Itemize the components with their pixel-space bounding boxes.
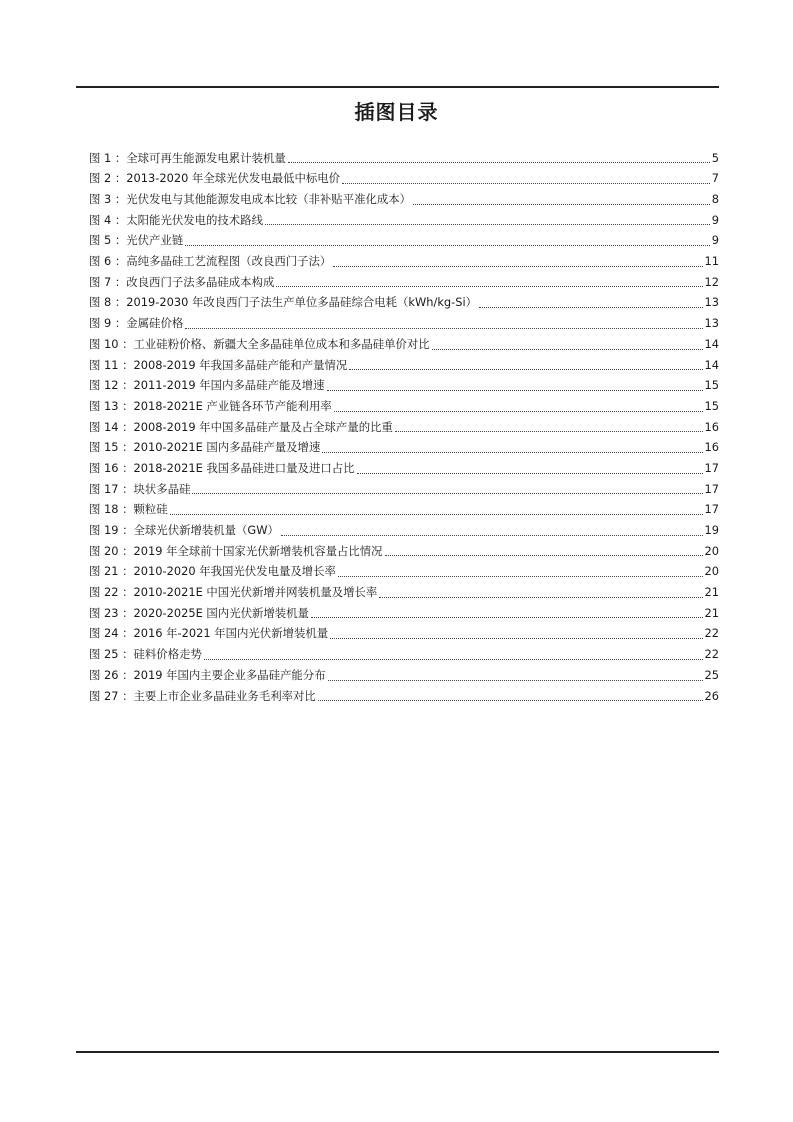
toc-entry[interactable]	[89, 148, 719, 169]
toc-entry-page-number: 13	[704, 295, 719, 310]
toc-leader-dots	[265, 223, 710, 225]
toc-entry-page-number: 22	[704, 626, 719, 641]
toc-entry-page-number: 8	[711, 192, 719, 207]
toc-leader-dots	[311, 616, 703, 618]
toc-entry-label: 图 8 ：2019-2030 年改良西门子法生产单位多晶硅综合电耗（kWh/kg-Si）	[89, 295, 478, 310]
toc-leader-dots	[204, 658, 703, 660]
toc-entry[interactable]	[89, 458, 719, 479]
toc-entry-page-number: 21	[704, 585, 719, 600]
toc-leader-dots	[170, 513, 703, 515]
toc-entry-page-number: 17	[704, 502, 719, 517]
toc-entry-label: 图 21 ：2010-2020 年我国光伏发电量及增长率	[89, 564, 336, 579]
toc-entry[interactable]	[89, 231, 719, 252]
toc-entry-label: 图 16 ：2018-2021E 我国多晶硅进口量及进口占比	[89, 460, 355, 475]
toc-entry[interactable]	[89, 520, 719, 541]
toc-leader-dots	[334, 410, 703, 412]
toc-entry[interactable]	[89, 500, 719, 521]
toc-leader-dots	[185, 244, 710, 246]
toc-leader-dots	[413, 203, 710, 205]
toc-leader-dots	[349, 368, 702, 370]
toc-entry[interactable]	[89, 645, 719, 666]
toc-entry[interactable]	[89, 189, 719, 210]
toc-entry[interactable]	[89, 169, 719, 190]
toc-leader-dots	[281, 534, 703, 536]
toc-leader-dots	[288, 161, 710, 163]
toc-entry-label: 图 19 ：全球光伏新增装机量（GW）	[89, 523, 279, 538]
toc-entry-label: 图 9 ：金属硅价格	[89, 316, 184, 331]
header-rule	[76, 86, 719, 88]
toc-leader-dots	[322, 451, 702, 453]
toc-entry-page-number: 25	[704, 667, 719, 682]
footer-rule	[76, 1051, 719, 1053]
toc-entry-page-number: 17	[704, 460, 719, 475]
toc-entry-label: 图 2 ：2013-2020 年全球光伏发电最低中标电价	[89, 171, 341, 186]
toc-leader-dots	[328, 679, 703, 681]
toc-entry-page-number: 20	[704, 564, 719, 579]
toc-entry-label: 图 24 ：2016 年-2021 年国内光伏新增装机量	[89, 626, 329, 641]
toc-entry[interactable]	[89, 686, 719, 707]
toc-leader-dots	[432, 348, 703, 350]
toc-entry-page-number: 13	[704, 316, 719, 331]
toc-entry-label: 图 10 ：工业硅粉价格、新疆大全多晶硅单位成本和多晶硅单价对比	[89, 336, 430, 351]
toc-entry-label: 图 15 ：2010-2021E 国内多晶硅产量及增速	[89, 440, 321, 455]
toc-entry[interactable]	[89, 293, 719, 314]
toc-leader-dots	[318, 699, 703, 701]
toc-entry-page-number: 26	[704, 688, 719, 703]
toc-entry[interactable]	[89, 562, 719, 583]
toc-entry[interactable]	[89, 376, 719, 397]
toc-entry-page-number: 16	[704, 419, 719, 434]
toc-entry[interactable]	[89, 210, 719, 231]
toc-leader-dots	[338, 575, 703, 577]
toc-entry-page-number: 15	[704, 398, 719, 413]
toc-entry-label: 图 25 ：硅料价格走势	[89, 647, 202, 662]
toc-entry[interactable]	[89, 314, 719, 335]
toc-entry-page-number: 14	[704, 357, 719, 372]
page-title: 插图目录	[354, 100, 439, 124]
toc-entry[interactable]	[89, 355, 719, 376]
toc-entry-page-number: 9	[711, 233, 719, 248]
toc-entry[interactable]	[89, 334, 719, 355]
toc-entry-page-number: 19	[704, 523, 719, 538]
toc-entry-page-number: 20	[704, 543, 719, 558]
toc-entry-label: 图 1 ：全球可再生能源发电累计装机量	[89, 150, 286, 165]
toc-entry-page-number: 22	[704, 647, 719, 662]
toc-leader-dots	[379, 596, 702, 598]
toc-entry-page-number: 7	[711, 171, 719, 186]
toc-entry-page-number: 9	[711, 212, 719, 227]
toc-entry-label: 图 17 ：块状多晶硅	[89, 481, 191, 496]
toc-entry-page-number: 14	[704, 336, 719, 351]
toc-entry-page-number: 12	[704, 274, 719, 289]
toc-entry-label: 图 20 ：2019 年全球前十国家光伏新增装机容量占比情况	[89, 543, 383, 558]
toc-entry-page-number: 21	[704, 605, 719, 620]
toc-entry-page-number: 16	[704, 440, 719, 455]
toc-entry[interactable]	[89, 603, 719, 624]
toc-entry[interactable]	[89, 251, 719, 272]
toc-leader-dots	[395, 430, 703, 432]
toc-entry-label: 图 6 ：高纯多晶硅工艺流程图（改良西门子法）	[89, 254, 332, 269]
toc-leader-dots	[330, 637, 702, 639]
toc-leader-dots	[357, 472, 703, 474]
toc-entry[interactable]	[89, 624, 719, 645]
toc-entry-page-number: 15	[704, 378, 719, 393]
toc-leader-dots	[327, 389, 703, 391]
toc-entry-label: 图 7 ：改良西门子法多晶硅成本构成	[89, 274, 275, 289]
toc-entry[interactable]	[89, 541, 719, 562]
toc-leader-dots	[342, 182, 710, 184]
toc-entry-label: 图 23 ：2020-2025E 国内光伏新增装机量	[89, 605, 309, 620]
toc-entry[interactable]	[89, 582, 719, 603]
toc-entry-page-number: 11	[704, 254, 719, 269]
toc-entry-label: 图 26 ：2019 年国内主要企业多晶硅产能分布	[89, 667, 326, 682]
toc-leader-dots	[385, 554, 703, 556]
toc-entry-label: 图 18 ：颗粒硅	[89, 502, 168, 517]
toc-entry[interactable]	[89, 479, 719, 500]
toc-entry-label: 图 13 ：2018-2021E 产业链各环节产能利用率	[89, 398, 332, 413]
toc-entry-label: 图 11 ：2008-2019 年我国多晶硅产能和产量情况	[89, 357, 348, 372]
toc-leader-dots	[333, 265, 702, 267]
toc-leader-dots	[192, 492, 702, 494]
toc-leader-dots	[479, 306, 702, 308]
toc-entry-page-number: 17	[704, 481, 719, 496]
figure-list	[89, 148, 719, 707]
toc-leader-dots	[276, 285, 702, 287]
toc-entry[interactable]	[89, 665, 719, 686]
toc-entry-label: 图 12 ：2011-2019 年国内多晶硅产能及增速	[89, 378, 325, 393]
toc-leader-dots	[185, 327, 702, 329]
toc-entry-page-number: 5	[711, 150, 719, 165]
toc-entry-label: 图 4 ：太阳能光伏发电的技术路线	[89, 212, 263, 227]
toc-entry-label: 图 3 ：光伏发电与其他能源发电成本比较（非补贴平准化成本）	[89, 192, 412, 207]
toc-entry-label: 图 22 ：2010-2021E 中国光伏新增并网装机量及增长率	[89, 585, 378, 600]
toc-entry[interactable]	[89, 417, 719, 438]
toc-entry-label: 图 27 ：主要上市企业多晶硅业务毛利率对比	[89, 688, 316, 703]
toc-entry[interactable]	[89, 396, 719, 417]
toc-entry[interactable]	[89, 272, 719, 293]
toc-entry-label: 图 14 ：2008-2019 年中国多晶硅产量及占全球产量的比重	[89, 419, 393, 434]
toc-entry[interactable]	[89, 438, 719, 459]
toc-entry-label: 图 5 ：光伏产业链	[89, 233, 184, 248]
